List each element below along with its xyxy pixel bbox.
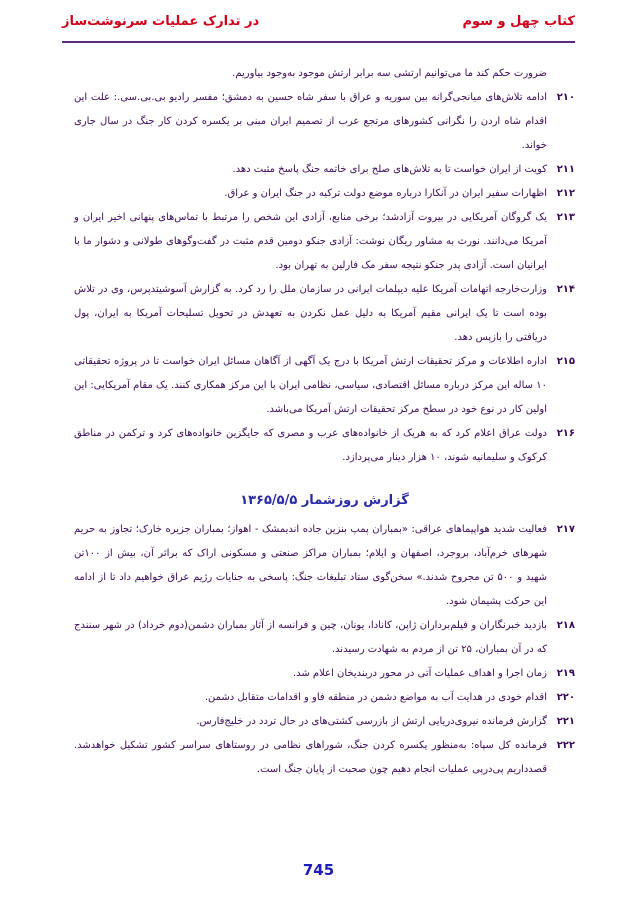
item-text: بازدید خبرنگاران و فیلم‌برداران ژاپن، کانادا، یونان، چین و فرانسه از آثار بمباران دشمن(دوم خرداد) در شهر سنندج که در آن بمباران، ۲۵ تن از مردم به شهادت رسیدند.: [74, 620, 547, 655]
item-number: ۲۱۹: [556, 668, 575, 679]
item-number: ۲۱۶: [556, 428, 575, 439]
document-body: [74, 62, 575, 782]
list-item: [74, 206, 575, 278]
list-item: [74, 182, 575, 206]
item-number: ۲۱۴: [556, 284, 575, 295]
list-item: [74, 278, 575, 350]
list-item: [74, 662, 575, 686]
list-item: [74, 686, 575, 710]
item-text: فعالیت شدید هواپیماهای عراقی: «بمباران پمپ بنزین جاده اندیمشک - اهواز؛ بمباران جزیره خارک؛ تجاوز به حریم شهرهای خرم‌آباد، بروجرد، اصفهان و ایلام؛ بمباران مراکز صنعتی و مسکونی اراک که براثر آن، بیش از ۱۰۰تن شهید و ۵۰۰ تن مجروح شدند.» سخن‌گوی ستاد تبلیغات جنگ: پاسخی به جنایات رژیم عراق خواهیم داد تا از ادامه این حرکت پشیمان شود.: [74, 524, 547, 607]
list-item: [74, 710, 575, 734]
item-text: دولت عراق اعلام کرد که به هریک از خانواده‌های عرب و مصری که جایگزین خانواده‌های کرد و ترکمن در مناطق کرکوک و سلیمانیه شوند، ۱۰ هزار دینار می‌پردازد.: [74, 428, 547, 463]
list-item: [74, 734, 575, 782]
list-item: [74, 158, 575, 182]
item-number: ۲۱۱: [556, 164, 575, 175]
intro-line: ضرورت حکم کند ما می‌توانیم ارتشی سه برابر ارتش موجود به‌وجود بیاوریم.: [232, 68, 547, 79]
list-item: [74, 518, 575, 614]
page-number: 745: [302, 861, 335, 879]
item-number: ۲۲۰: [556, 692, 575, 703]
item-text: کویت از ایران خواست تا به تلاش‌های صلح برای خاتمه جنگ پاسخ مثبت دهد.: [232, 164, 547, 175]
item-text: اقدام خودی در هدایت آب به مواضع دشمن در منطقه فاو و اقدامات متقابل دشمن.: [204, 692, 547, 703]
item-number: ۲۲۱: [556, 716, 575, 727]
item-text: زمان اجرا و اهداف عملیات آتی در محور دربندیخان اعلام شد.: [292, 668, 547, 679]
item-number: ۲۲۲: [556, 740, 575, 751]
items-after-list: [74, 518, 575, 782]
item-number: ۲۱۵: [556, 356, 575, 367]
item-text: وزارت‌خارجه اتهامات آمریکا علیه دیپلمات ایرانی در سازمان ملل را رد کرد. به گزارش آسوشیتدپرس، وی در تلاش بوده است تا یک ایرانی مقیم آمریکا به دلیل عمل نکردن به تعهدش در تحویل تسلیحات آمریکا به ایران، پول دریافتی را بازپس دهد.: [74, 284, 547, 343]
header-divider: [62, 41, 575, 43]
section-title: در تدارک عملیات سرنوشت‌ساز: [62, 14, 260, 29]
report-heading: گزارش روزشمار ۱۳۶۵/۵/۵: [240, 493, 409, 508]
item-number: ۲۱۷: [556, 524, 575, 535]
item-text: گزارش فرمانده نیروی‌دریایی ارتش از بازرسی کشتی‌های در حال تردد در خلیج‌فارس.: [196, 716, 547, 727]
item-number: ۲۱۳: [556, 212, 575, 223]
list-item: [74, 422, 575, 470]
list-item: [74, 350, 575, 422]
page-header: [62, 14, 575, 36]
book-title: کتاب چهل و سوم: [462, 14, 575, 29]
item-text: اداره اطلاعات و مرکز تحقیقات ارتش آمریکا با درج یک آگهی از آگاهان مسائل ایران خواست تا در پروژه تحقیقاتی ۱۰ ساله این مرکز درباره مسائل اقتصادی، سیاسی، نظامی ایران با این مرکز همکاری کنند. یک مقام آمریکایی: این اولین کار در نوع خود در سطح مرکز تحقیقات ارتش آمریکا می‌باشد.: [74, 356, 547, 415]
list-item: [74, 86, 575, 158]
list-item: [74, 614, 575, 662]
items-before-list: [74, 86, 575, 470]
item-text: اظهارات سفیر ایران در آنکارا درباره موضع دولت ترکیه در جنگ ایران و عراق.: [224, 188, 547, 199]
item-text: یک گروگان آمریکایی در بیروت آزادشد؛ برخی منابع، آزادی این شخص را مرتبط با تماس‌های پنهانی اخیر ایران و آمریکا می‌دانند. نورث به مشاور ریگان نوشت: آزادی جنکو دومین قدم مثبت در گفت‌وگوهای طولانی و دشوار ما با ایرانیان است. آزادی پدر جنکو نتیجه سفر مک فارلین به تهران بود.: [74, 212, 547, 271]
item-number: ۲۱۲: [556, 188, 575, 199]
item-text: ادامه تلاش‌های میانجی‌گرانه بین سوریه و عراق با سفر شاه حسین به دمشق؛ مفسر رادیو بی‌.بی‌.سی.: علت این اقدام شاه اردن را نگرانی کشورهای مرتجع عرب از تصمیم ایران مبنی بر یکسره کردن کار جنگ در سال جاری خواند.: [74, 92, 547, 151]
item-number: ۲۱۰: [556, 92, 575, 103]
item-number: ۲۱۸: [556, 620, 575, 631]
item-text: فرمانده کل سپاه: به‌منظور یکسره کردن جنگ، شوراهای نظامی در روستاهای سراسر کشور تشکیل خواهدشد. قصدداریم پی‌درپی عملیات انجام دهیم چون صحبت از پایان جنگ است.: [74, 740, 547, 775]
